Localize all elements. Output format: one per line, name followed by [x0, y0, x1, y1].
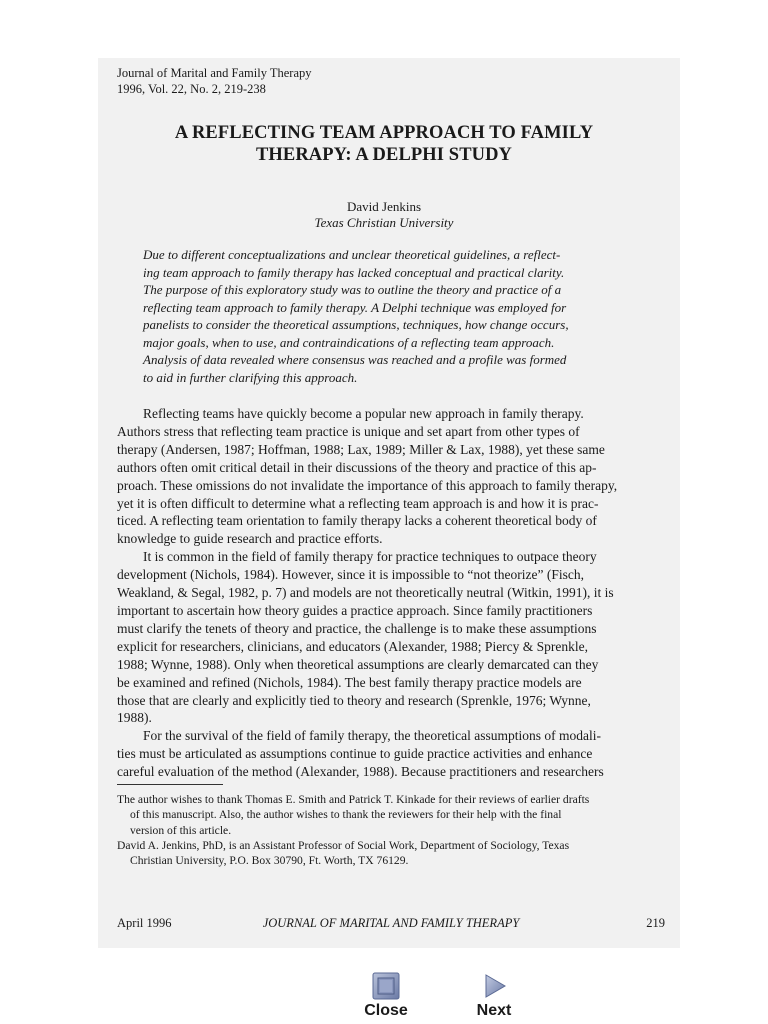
abstract: [143, 246, 643, 386]
close-square-icon: [356, 972, 416, 1000]
footnote-line: of this manuscript. Also, the author wishes to thank the reviewers for their help with the final: [130, 808, 562, 822]
body-line: those that are clearly and explicitly tied to theory and research (Sprenkle, 1976; Wynne,: [117, 692, 591, 708]
body-line: be examined and refined (Nichols, 1984). The best family therapy practice models are: [117, 674, 582, 690]
abstract-line: to aid in further clarifying this approach.: [143, 369, 358, 385]
article-title: [110, 123, 658, 166]
close-label: Close: [364, 1002, 408, 1019]
body-line: therapy (Andersen, 1987; Hoffman, 1988; Lax, 1989; Miller & Lax, 1988), yet these same: [117, 441, 605, 457]
author-name: David Jenkins: [346, 199, 422, 214]
footnote-line: David A. Jenkins, PhD, is an Assistant Professor of Social Work, Department of Sociology, Texas: [117, 838, 570, 852]
body-line: proach. These omissions do not invalidate the importance of this approach to family therapy,: [117, 477, 618, 493]
body-line: Reflecting teams have quickly become a popular new approach in family therapy.: [143, 406, 584, 421]
footnote-line: Christian University, P.O. Box 30790, Ft. Worth, TX 76129.: [130, 854, 409, 868]
abstract-line: Analysis of data revealed where consensus was reached and a profile was formed: [143, 352, 567, 367]
body-line: For the survival of the field of family therapy, the theoretical assumptions of modali-: [143, 728, 602, 744]
body-line: authors often omit critical detail in their discussions of the theory and practice of this ap-: [117, 459, 597, 475]
author-affiliation: Texas Christian University: [314, 215, 454, 230]
body-line: explicit for researchers, clinicians, and educators (Alexander, 1988; Piercy & Sprenkle,: [117, 638, 589, 654]
title-line: THERAPY: A DELPHI STUDY: [255, 144, 513, 165]
abstract-line: Due to different conceptualizations and unclear theoretical guidelines, a reflect-: [143, 247, 561, 262]
body-line: Authors stress that reflecting team practice is unique and set apart from other types of: [117, 423, 580, 439]
footer-journal: JOURNAL OF MARITAL AND FAMILY THERAPY: [262, 916, 520, 930]
next-arrow-icon: [464, 972, 524, 1000]
footnote-line: version of this article.: [130, 823, 232, 837]
body-line: 1988; Wynne, 1988). Only when theoretical assumptions are clearly demarcated can they: [117, 656, 599, 672]
body-line: ticed. A reflecting team orientation to family therapy lacks a coherent theoretical body of: [117, 513, 597, 529]
body-line: 1988).: [117, 710, 152, 726]
next-label: Next: [476, 1002, 512, 1019]
next-button[interactable]: [464, 972, 524, 1020]
abstract-line: reflecting team approach to family therapy. A Delphi technique was employed for: [143, 299, 567, 315]
body-line: yet it is often difficult to determine what a reflecting team approach is and how it is prac-: [117, 495, 599, 511]
footnote-divider: [117, 784, 223, 785]
abstract-line: The purpose of this exploratory study was to outline the theory and practice of a: [143, 282, 562, 297]
body-text: [117, 405, 667, 781]
body-line: development (Nichols, 1984). However, since it is impossible to “not theorize” (Fisch,: [117, 567, 584, 583]
journal-citation: 1996, Vol. 22, No. 2, 219-238: [117, 81, 266, 96]
journal-name: Journal of Marital and Family Therapy: [117, 66, 312, 80]
journal-header: [117, 66, 312, 97]
abstract-line: ing team approach to family therapy has lacked conceptual and practical clarity.: [143, 264, 565, 280]
body-line: must clarify the tenets of theory and practice, the challenge is to make these assumptions: [117, 620, 597, 636]
page-number: 219: [646, 916, 665, 930]
body-line: Weakland, & Segal, 1982, p. 7) and models are not theoretically neutral (Witkin, 1991), it is: [117, 585, 614, 601]
footer-date: April 1996: [117, 916, 172, 930]
title-line: A REFLECTING TEAM APPROACH TO FAMILY: [174, 123, 594, 143]
body-line: careful evaluation of the method (Alexander, 1988). Because practitioners and researchers: [117, 764, 604, 780]
author-block: [110, 199, 658, 231]
abstract-line: major goals, when to use, and contraindications of a reflecting team approach.: [143, 334, 555, 350]
body-line: important to ascertain how theory guides a practice approach. Since family practitioners: [117, 602, 593, 618]
close-button[interactable]: [356, 972, 416, 1020]
abstract-line: panelists to consider the theoretical assumptions, techniques, how change occurs,: [143, 317, 569, 332]
body-line: knowledge to guide research and practice efforts.: [117, 531, 383, 547]
body-line: It is common in the field of family therapy for practice techniques to outpace theory: [143, 549, 597, 565]
footnote-line: The author wishes to thank Thomas E. Smith and Patrick T. Kinkade for their reviews of earlier drafts: [117, 793, 590, 806]
footnotes: [117, 792, 667, 868]
body-line: ties must be articulated as assumptions continue to guide practice activities and enhance: [117, 746, 593, 762]
